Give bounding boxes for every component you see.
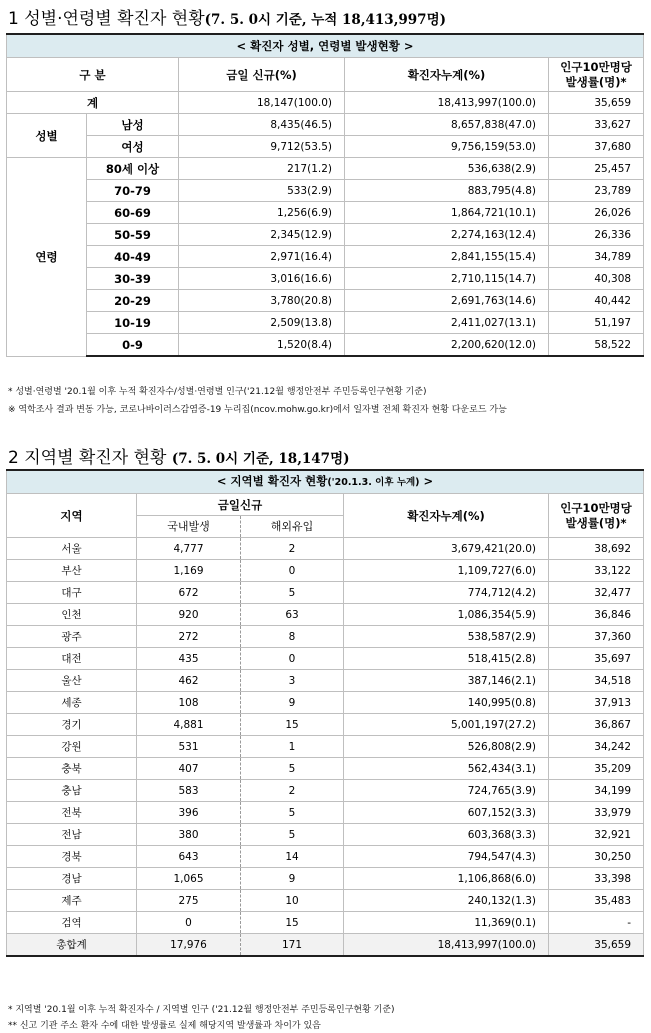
table-row-region: [7, 582, 644, 604]
cell-region: 경남: [7, 868, 137, 890]
row-label: 50-59: [87, 224, 179, 246]
header-today-new: 금일 신규(%): [179, 58, 345, 92]
cell-cumulative: 1,864,721(10.1): [345, 202, 549, 224]
cell-domestic: 272: [137, 626, 241, 648]
table-row-region: [7, 692, 644, 714]
cell-cumulative: 2,411,027(13.1): [345, 312, 549, 334]
table-row-age: [7, 290, 644, 312]
cell-overseas: 9: [241, 868, 344, 890]
cell-rate: 33,979: [549, 802, 644, 824]
table-row-age: [7, 268, 644, 290]
cell-rate: 38,692: [549, 538, 644, 560]
section2-note-1: * 지역별 '20.1월 이후 누적 확진자수 / 지역별 인구 ('21.12월 행정안전부 주민등록인구현황 기준): [8, 1005, 395, 1015]
cell-overseas: 15: [241, 912, 344, 934]
cell-region: 대전: [7, 648, 137, 670]
cell-new: 1,256(6.9): [179, 202, 345, 224]
cell-overseas: 2: [241, 538, 344, 560]
cell-rate: 35,659: [549, 934, 644, 957]
cell-rate: 32,477: [549, 582, 644, 604]
header-incidence-rate-line1: 인구10만명당: [560, 500, 632, 515]
section2-title-sub: (7. 5. 0시 기준, 18,147명): [171, 451, 350, 467]
table-row-region: [7, 604, 644, 626]
cell-rate: 34,518: [549, 670, 644, 692]
cell-new: 533(2.9): [179, 180, 345, 202]
cell-overseas: 10: [241, 890, 344, 912]
cell-region: 전북: [7, 802, 137, 824]
cell-domestic: 643: [137, 846, 241, 868]
row-label: 60-69: [87, 202, 179, 224]
cell-new: 3,780(20.8): [179, 290, 345, 312]
table-row-region: [7, 890, 644, 912]
cell-cumulative: 883,795(4.8): [345, 180, 549, 202]
cell-rate: 51,197: [549, 312, 644, 334]
cell-cumulative: 1,086,354(5.9): [344, 604, 549, 626]
cell-region: 인천: [7, 604, 137, 626]
cell-domestic: 0: [137, 912, 241, 934]
cell-cumulative: 2,691,763(14.6): [345, 290, 549, 312]
cell-rate: 33,398: [549, 868, 644, 890]
cell-region: 강원: [7, 736, 137, 758]
cell-overseas: 3: [241, 670, 344, 692]
table-row-region: [7, 560, 644, 582]
cell-region: 충남: [7, 780, 137, 802]
table-row-male: [7, 114, 644, 136]
cell-rate: 58,522: [549, 334, 644, 357]
cell-overseas: 9: [241, 692, 344, 714]
region-caption-period: ('20.1.3. 이후 누계): [327, 477, 420, 488]
table-row-region: [7, 736, 644, 758]
table-row-region: [7, 802, 644, 824]
cell-overseas: 5: [241, 582, 344, 604]
section1-note-2: ※ 역학조사 결과 변동 가능, 코로나바이러스감염증-19 누리집(ncov.mohw.go.kr)에서 일자별 전체 확진자 현황 다운로드 가능: [8, 405, 507, 415]
cell-rate: 40,442: [549, 290, 644, 312]
table-row-region: [7, 868, 644, 890]
table-row-region: [7, 670, 644, 692]
section2-title: [8, 443, 350, 468]
header-region: 지역: [7, 494, 137, 538]
cell-domestic: 108: [137, 692, 241, 714]
cell-cumulative: 794,547(4.3): [344, 846, 549, 868]
cell-rate: 25,457: [549, 158, 644, 180]
sex-age-table-caption: < 확진자 성별, 연령별 발생현황 >: [7, 34, 644, 58]
cell-region: 광주: [7, 626, 137, 648]
cell-new: 3,016(16.6): [179, 268, 345, 290]
cell-rate: 35,483: [549, 890, 644, 912]
cell-cumulative: 18,413,997(100.0): [344, 934, 549, 957]
sex-age-table: [6, 33, 644, 357]
cell-overseas: 0: [241, 560, 344, 582]
table-row-region: [7, 912, 644, 934]
section2-note-2: ** 신고 기관 주소 환자 수에 대한 발생률로 실제 해당지역 발생률과 차이가 있음: [8, 1021, 321, 1031]
cell-cumulative: 536,638(2.9): [345, 158, 549, 180]
table-row-total: [7, 92, 644, 114]
region-caption-text: < 지역별 확진자 현황: [216, 474, 328, 488]
cell-domestic: 672: [137, 582, 241, 604]
cell-domestic: 275: [137, 890, 241, 912]
cell-rate: 36,867: [549, 714, 644, 736]
cell-region: 전남: [7, 824, 137, 846]
cell-new: 1,520(8.4): [179, 334, 345, 357]
header-incidence-rate-line2: 발생률(명)*: [565, 74, 627, 89]
group-label-sex: 성별: [7, 114, 87, 158]
cell-new: 217(1.2): [179, 158, 345, 180]
cell-region: 검역: [7, 912, 137, 934]
row-label: 70-79: [87, 180, 179, 202]
cell-cumulative: 11,369(0.1): [344, 912, 549, 934]
header-today-new: 금일신규: [137, 494, 344, 516]
cell-cumulative: 526,808(2.9): [344, 736, 549, 758]
table-row-age: [7, 202, 644, 224]
cell-rate: 35,697: [549, 648, 644, 670]
cell-cumulative: 5,001,197(27.2): [344, 714, 549, 736]
table-row-age: [7, 224, 644, 246]
cell-rate: 34,242: [549, 736, 644, 758]
table-row-region: [7, 758, 644, 780]
cell-region: 세종: [7, 692, 137, 714]
row-label: 80세 이상: [87, 158, 179, 180]
cell-rate: 35,659: [549, 92, 644, 114]
section1-title-main: 1 성별·연령별 확진자 현황: [8, 9, 205, 29]
cell-new: 9,712(53.5): [179, 136, 345, 158]
cell-rate: 26,026: [549, 202, 644, 224]
cell-region: 경기: [7, 714, 137, 736]
cell-cumulative: 140,995(0.8): [344, 692, 549, 714]
cell-rate: 33,627: [549, 114, 644, 136]
cell-rate: 34,199: [549, 780, 644, 802]
row-label: 남성: [87, 114, 179, 136]
cell-overseas: 5: [241, 802, 344, 824]
cell-domestic: 531: [137, 736, 241, 758]
group-label-age: 연령: [7, 158, 87, 357]
cell-domestic: 4,777: [137, 538, 241, 560]
cell-rate: 36,846: [549, 604, 644, 626]
cell-overseas: 171: [241, 934, 344, 957]
cell-cumulative: 603,368(3.3): [344, 824, 549, 846]
cell-cumulative: 538,587(2.9): [344, 626, 549, 648]
cell-overseas: 8: [241, 626, 344, 648]
row-label: 계: [7, 92, 179, 114]
section1-title: [8, 4, 446, 29]
cell-rate: 35,209: [549, 758, 644, 780]
cell-cumulative: 724,765(3.9): [344, 780, 549, 802]
section1-note-1: * 성별·연령별 '20.1월 이후 누적 확진자수/성별·연령별 인구('21.12월 행정안전부 주민등록인구현황 기준): [8, 387, 427, 397]
cell-region: 총합계: [7, 934, 137, 957]
cell-domestic: 407: [137, 758, 241, 780]
cell-cumulative: 2,841,155(15.4): [345, 246, 549, 268]
cell-overseas: 0: [241, 648, 344, 670]
cell-overseas: 63: [241, 604, 344, 626]
cell-rate: 26,336: [549, 224, 644, 246]
table-row-region: [7, 714, 644, 736]
cell-region: 제주: [7, 890, 137, 912]
cell-region: 부산: [7, 560, 137, 582]
cell-region: 대구: [7, 582, 137, 604]
cell-rate: 37,360: [549, 626, 644, 648]
cell-rate: -: [549, 912, 644, 934]
cell-cumulative: 562,434(3.1): [344, 758, 549, 780]
table-row-age: [7, 246, 644, 268]
row-label: 10-19: [87, 312, 179, 334]
cell-rate: 37,913: [549, 692, 644, 714]
header-incidence-rate: [549, 494, 644, 538]
header-cumulative: 확진자누계(%): [345, 58, 549, 92]
region-table-caption: [7, 470, 644, 494]
table-row-age: [7, 180, 644, 202]
row-label: 여성: [87, 136, 179, 158]
cell-new: 2,509(13.8): [179, 312, 345, 334]
cell-domestic: 1,169: [137, 560, 241, 582]
header-overseas: 해외유입: [241, 516, 344, 538]
table-row-age: [7, 334, 644, 357]
cell-domestic: 4,881: [137, 714, 241, 736]
region-caption-end: >: [423, 474, 434, 488]
cell-cumulative: 2,274,163(12.4): [345, 224, 549, 246]
cell-region: 충북: [7, 758, 137, 780]
cell-overseas: 2: [241, 780, 344, 802]
header-incidence-rate: [549, 58, 644, 92]
cell-rate: 33,122: [549, 560, 644, 582]
cell-cumulative: 2,200,620(12.0): [345, 334, 549, 357]
cell-domestic: 396: [137, 802, 241, 824]
cell-rate: 30,250: [549, 846, 644, 868]
header-domestic: 국내발생: [137, 516, 241, 538]
cell-rate: 40,308: [549, 268, 644, 290]
cell-cumulative: 1,106,868(6.0): [344, 868, 549, 890]
cell-domestic: 1,065: [137, 868, 241, 890]
cell-new: 2,345(12.9): [179, 224, 345, 246]
cell-cumulative: 518,415(2.8): [344, 648, 549, 670]
section1-title-sub: (7. 5. 0시 기준, 누적 18,413,997명): [204, 12, 447, 28]
cell-cumulative: 774,712(4.2): [344, 582, 549, 604]
region-table: [6, 469, 644, 957]
cell-rate: 23,789: [549, 180, 644, 202]
header-incidence-rate-line1: 인구10만명당: [560, 59, 632, 74]
cell-cumulative: 9,756,159(53.0): [345, 136, 549, 158]
row-label: 30-39: [87, 268, 179, 290]
cell-new: 8,435(46.5): [179, 114, 345, 136]
table-row-age: [7, 312, 644, 334]
table-row-age: [7, 158, 644, 180]
table-row-region: [7, 846, 644, 868]
table-row-region: [7, 538, 644, 560]
cell-cumulative: 607,152(3.3): [344, 802, 549, 824]
cell-cumulative: 240,132(1.3): [344, 890, 549, 912]
table-row-region: [7, 780, 644, 802]
cell-domestic: 17,976: [137, 934, 241, 957]
table-row-region: [7, 824, 644, 846]
cell-cumulative: 1,109,727(6.0): [344, 560, 549, 582]
cell-rate: 37,680: [549, 136, 644, 158]
cell-region: 경북: [7, 846, 137, 868]
table-row-region: [7, 648, 644, 670]
cell-cumulative: 2,710,115(14.7): [345, 268, 549, 290]
cell-domestic: 920: [137, 604, 241, 626]
cell-region: 서울: [7, 538, 137, 560]
section2-title-main: 2 지역별 확진자 현황: [8, 448, 167, 468]
cell-domestic: 435: [137, 648, 241, 670]
cell-cumulative: 387,146(2.1): [344, 670, 549, 692]
cell-region: 울산: [7, 670, 137, 692]
cell-rate: 34,789: [549, 246, 644, 268]
table-row-total: [7, 934, 644, 957]
cell-rate: 32,921: [549, 824, 644, 846]
cell-new: 2,971(16.4): [179, 246, 345, 268]
header-cumulative: 확진자누계(%): [344, 494, 549, 538]
cell-overseas: 5: [241, 824, 344, 846]
header-category: 구 분: [7, 58, 179, 92]
cell-domestic: 380: [137, 824, 241, 846]
table-row-region: [7, 626, 644, 648]
cell-cumulative: 18,413,997(100.0): [345, 92, 549, 114]
cell-cumulative: 3,679,421(20.0): [344, 538, 549, 560]
cell-overseas: 14: [241, 846, 344, 868]
row-label: 0-9: [87, 334, 179, 357]
table-row-female: [7, 136, 644, 158]
row-label: 40-49: [87, 246, 179, 268]
cell-domestic: 583: [137, 780, 241, 802]
cell-overseas: 1: [241, 736, 344, 758]
header-incidence-rate-line2: 발생률(명)*: [565, 515, 627, 530]
cell-overseas: 5: [241, 758, 344, 780]
cell-overseas: 15: [241, 714, 344, 736]
cell-cumulative: 8,657,838(47.0): [345, 114, 549, 136]
cell-new: 18,147(100.0): [179, 92, 345, 114]
row-label: 20-29: [87, 290, 179, 312]
cell-domestic: 462: [137, 670, 241, 692]
